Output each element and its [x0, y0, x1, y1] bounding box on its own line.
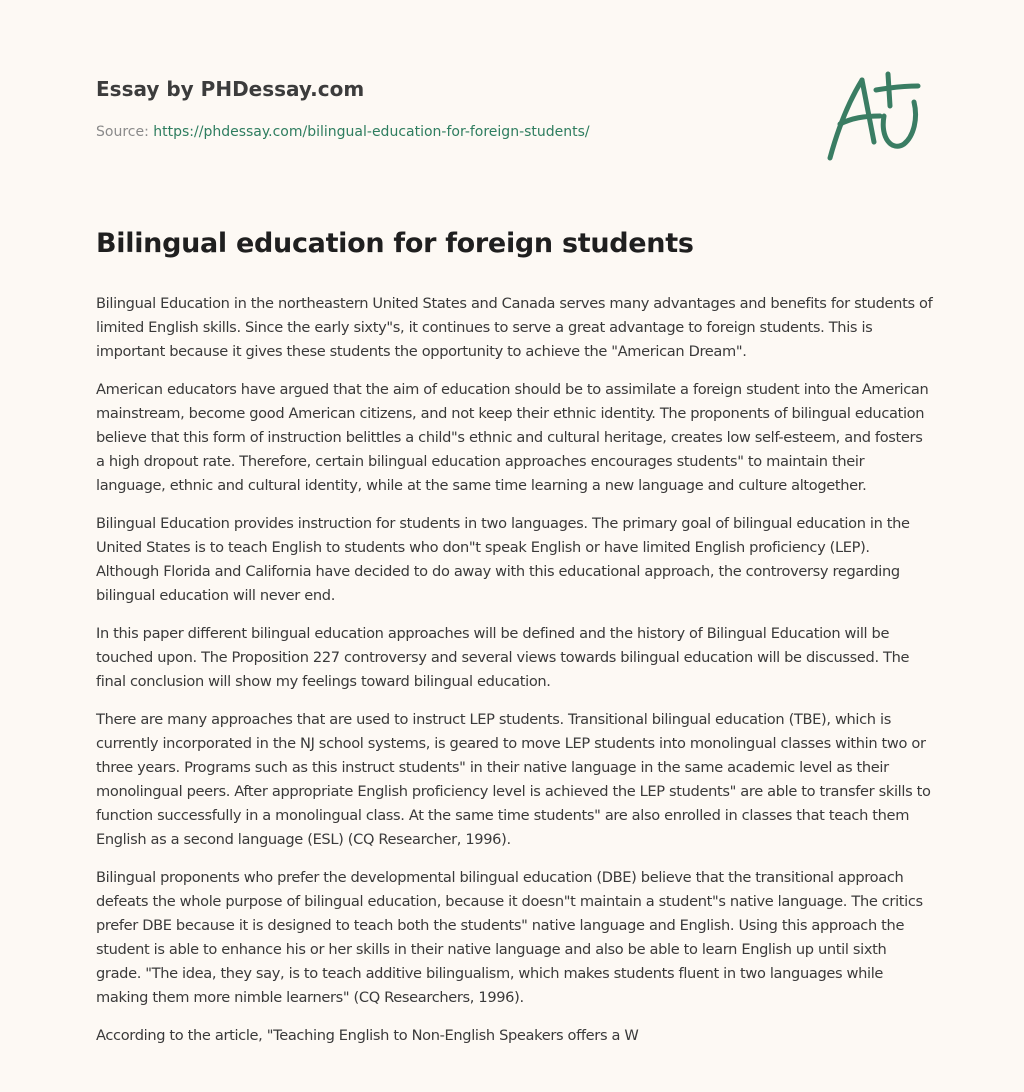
source-line — [96, 122, 796, 142]
site-title: Essay by PHDessay.com — [96, 77, 365, 101]
essay-paragraph: Bilingual Education provides instruction for students in two languages. The primary goal of bilingual education in the United States is to teach English to students who don"t speak English or have limited English proficiency (LEP). Although Florida and California have decided to do away with this educational approach, the controversy regarding bilingual education will never end. — [96, 515, 910, 604]
essay-paragraph-truncated: According to the article, "Teaching English to Non-English Speakers offers a W — [96, 1027, 639, 1044]
essay-paragraph: There are many approaches that are used to instruct LEP students. Transitional bilingual education (TBE), which is currently incorporated in the NJ school systems, is geared to move LEP students into monolingual classes within two or three years. Programs such as this instruct students" in their native language in the same academic level as their monolingual peers. After appropriate English proficiency level is achieved the LEP students" are able to transfer skills to function successfully in a monolingual class. At the same time students" are also enrolled in classes that teach them English as a second language (ESL) (CQ Researcher, 1996). — [96, 711, 931, 848]
essay-paragraph: Bilingual Education in the northeastern United States and Canada serves many advantages and benefits for students of limited English skills. Since the early sixty"s, it continues to serve a great advantage to foreign students. This is important because it gives these students the opportunity to achieve the "American Dream". — [96, 295, 933, 360]
essay-paragraph: In this paper different bilingual education approaches will be defined and the history of Bilingual Education will be touched upon. The Proposition 227 controversy and several views towards bilingual education will be discussed. The final conclusion will show my feelings toward bilingual education. — [96, 625, 910, 690]
essay-title: Bilingual education for foreign students — [96, 228, 694, 259]
essay-paragraph: Bilingual proponents who prefer the developmental bilingual education (DBE) believe that the transitional approach defeats the whole purpose of bilingual education, because it doesn"t maintain a student"s native language. The critics prefer DBE because it is designed to teach both the students" native language and English. Using this approach the student is able to enhance his or her skills in their native language and also be able to learn English up until sixth grade. "The idea, they say, is to teach additive bilingualism, which makes students fluent in two languages while making them more nimble learners" (CQ Researchers, 1996). — [96, 869, 923, 1006]
essay-paragraph: American educators have argued that the aim of education should be to assimilate a foreign student into the American mainstream, become good American citizens, and not keep their ethnic identity. The proponents of bilingual education believe that this form of instruction belittles a child"s ethnic and cultural heritage, creates low self-esteem, and fosters a high dropout rate. Therefore, certain bilingual education approaches encourages students" to maintain their language, ethnic and cultural identity, while at the same time learning a new language and culture altogether. — [96, 381, 929, 494]
source-link[interactable]: https://phdessay.com/bilingual-education-for-foreign-students/ — [153, 124, 590, 140]
page-header — [96, 74, 796, 142]
a-plus-logo-icon — [822, 66, 932, 166]
source-label: Source: — [96, 124, 154, 140]
essay-content — [96, 222, 934, 1062]
